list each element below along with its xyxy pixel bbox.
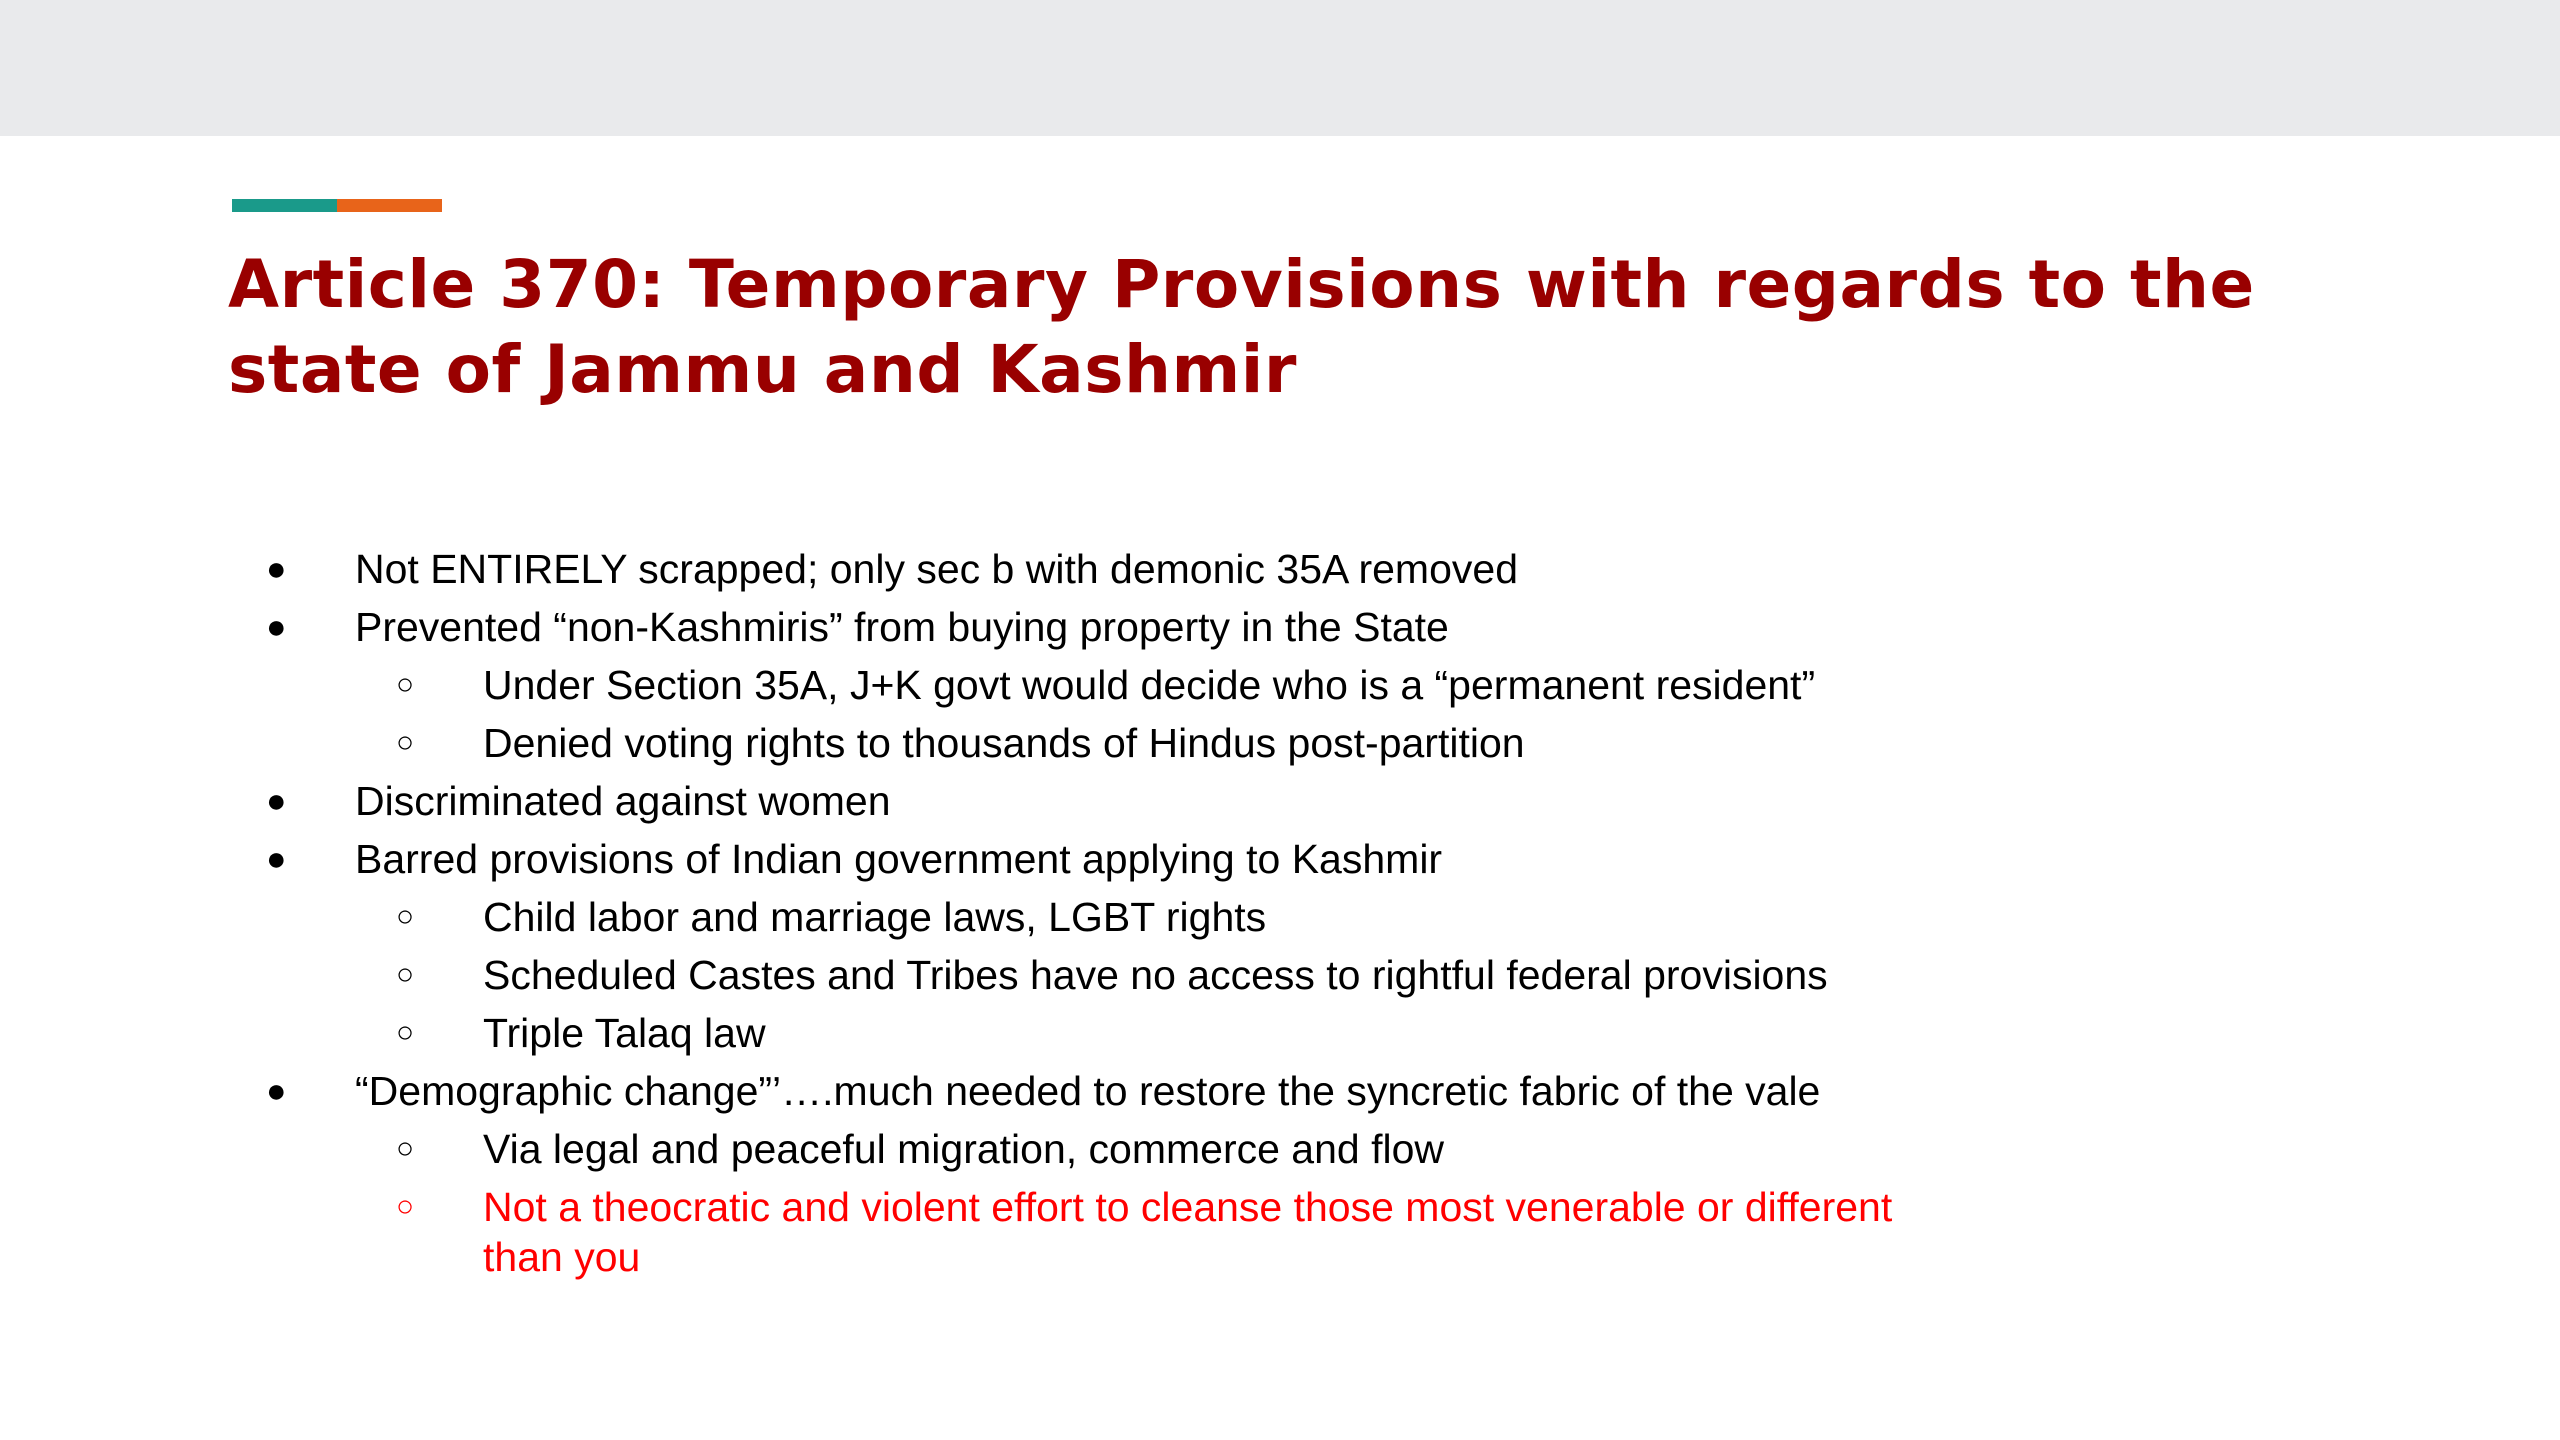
sub-bullet-text: Denied voting rights to thousands of Hindus post-partition [483, 720, 1525, 766]
title-accent-bar [232, 199, 442, 212]
bullet-marker: ● [266, 782, 287, 820]
sub-bullet-marker: ○ [396, 1016, 415, 1049]
top-gray-band [0, 0, 2560, 136]
sub-bullet-item [0, 888, 1963, 946]
bullet-text: “Demographic change”’….much needed to restore the syncretic fabric of the vale [355, 1068, 1821, 1114]
bullet-marker: ● [266, 840, 287, 878]
sub-bullet-text: Triple Talaq law [483, 1010, 766, 1056]
bullet-marker: ● [266, 550, 287, 588]
bullet-list [0, 540, 2100, 1286]
accent-orange-segment [337, 199, 442, 212]
sub-bullet-marker: ○ [396, 1132, 415, 1165]
bullet-item [0, 830, 2100, 888]
sub-bullet-item [0, 1120, 1963, 1178]
bullet-item [0, 598, 2100, 656]
sub-bullet-marker: ○ [396, 668, 415, 701]
sub-bullet-marker: ○ [396, 726, 415, 759]
sub-bullet-item [0, 656, 1963, 714]
sub-bullet-text: Child labor and marriage laws, LGBT rights [483, 894, 1267, 940]
sub-bullet-marker: ○ [396, 1190, 415, 1223]
bullet-item [0, 1062, 2100, 1120]
sub-bullet-marker: ○ [396, 958, 415, 991]
slide-title: Article 370: Temporary Provisions with regards to the state of Jammu and Kashmir [228, 246, 2255, 408]
bullet-item [0, 540, 2100, 598]
bullet-marker: ● [266, 608, 287, 646]
bullet-marker: ● [266, 1072, 287, 1110]
sub-bullet-item-highlighted [0, 1178, 1963, 1286]
accent-teal-segment [232, 199, 337, 212]
sub-bullet-text: Not a theocratic and violent effort to cleanse those most venerable or different than you [483, 1184, 1893, 1280]
sub-bullet-item [0, 946, 1963, 1004]
sub-bullet-text: Under Section 35A, J+K govt would decide who is a “permanent resident” [483, 662, 1816, 708]
sub-bullet-text: Via legal and peaceful migration, commerce and flow [483, 1126, 1444, 1172]
sub-bullet-text: Scheduled Castes and Tribes have no access to rightful federal provisions [483, 952, 1828, 998]
bullet-item [0, 772, 2100, 830]
bullet-text: Not ENTIRELY scrapped; only sec b with demonic 35A removed [355, 546, 1518, 592]
sub-bullet-item [0, 1004, 1963, 1062]
bullet-text: Discriminated against women [355, 778, 891, 824]
bullet-text: Prevented “non-Kashmiris” from buying property in the State [355, 604, 1449, 650]
sub-bullet-item [0, 714, 1963, 772]
sub-bullet-marker: ○ [396, 900, 415, 933]
bullet-text: Barred provisions of Indian government applying to Kashmir [355, 836, 1443, 882]
